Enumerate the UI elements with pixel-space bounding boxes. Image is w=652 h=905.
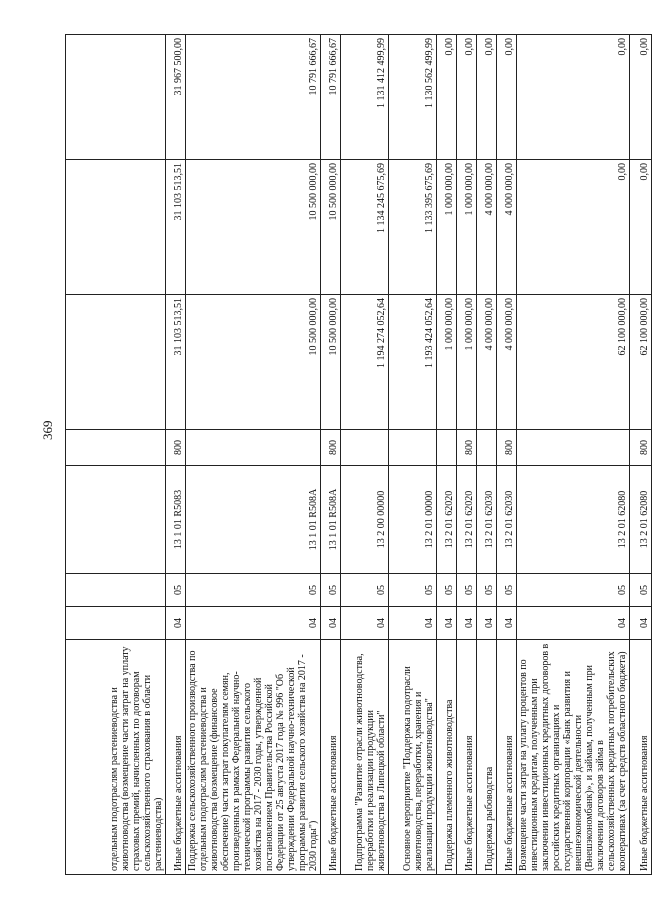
row-name: Иные бюджетные ассигнования <box>166 640 186 875</box>
row-sum-1: 10 500 000,00 <box>186 295 321 430</box>
row-name: Иные бюджетные ассигнования <box>457 640 477 875</box>
row-sum-3: 10 791 666,67 <box>186 35 321 160</box>
row-section: 04 <box>321 607 341 640</box>
row-name: Поддержка рыбоводства <box>477 640 497 875</box>
row-name: Поддержка сельскохозяйственного производства по отдельным подотраслям растениеводства и животноводства (возмещение (финансовое обеспечение) части затрат покупателям семян, произведенных в рамках Федеральной научно-технической программы развития сельского хозяйства на 2017 - 2030 годы, утвержденной постановлением Правительства Российской Федерации от 25 августа 2017 года № 996 "Об утверждении Федеральной научно-технической программы развития сельского хозяйства на 2017 - 2030 годы") <box>186 640 321 875</box>
row-sum-1: 62 100 000,00 <box>630 295 652 430</box>
row-sum-2: 0,00 <box>630 160 652 295</box>
row-sum-2: 1 000 000,00 <box>437 160 457 295</box>
row-expense-type: 800 <box>166 430 186 466</box>
row-expense-type: 800 <box>457 430 477 466</box>
row-subsection: 05 <box>630 574 652 607</box>
row-expense-type: 800 <box>630 430 652 466</box>
page-number: 369 <box>40 420 55 440</box>
row-section <box>66 607 166 640</box>
budget-table-rotated <box>65 35 650 875</box>
row-section: 04 <box>186 607 321 640</box>
row-name: Поддержка племенного животноводства <box>437 640 457 875</box>
row-sum-3: 10 791 666,67 <box>321 35 341 160</box>
row-target-code: 13 2 01 62020 <box>457 466 477 574</box>
row-subsection: 05 <box>497 574 517 607</box>
row-expense-type <box>341 430 389 466</box>
row-expense-type <box>437 430 457 466</box>
row-section: 04 <box>389 607 437 640</box>
row-sum-2: 4 000 000,00 <box>497 160 517 295</box>
row-sum-3: 0,00 <box>457 35 477 160</box>
table-row <box>437 35 457 875</box>
row-expense-type: 800 <box>321 430 341 466</box>
row-target-code: 13 1 01 R508A <box>186 466 321 574</box>
row-sum-1: 4 000 000,00 <box>497 295 517 430</box>
row-target-code: 13 1 01 R5083 <box>166 466 186 574</box>
row-subsection: 05 <box>341 574 389 607</box>
row-section: 04 <box>437 607 457 640</box>
row-section: 04 <box>166 607 186 640</box>
row-subsection: 05 <box>166 574 186 607</box>
row-sum-2: 1 134 245 675,69 <box>341 160 389 295</box>
row-sum-3: 1 131 412 499,99 <box>341 35 389 160</box>
row-subsection: 05 <box>477 574 497 607</box>
row-name: Иные бюджетные ассигнования <box>321 640 341 875</box>
row-name: Основное мероприятие "Поддержка подотрасли животноводства, переработки, хранения и реализации продукции животноводства" <box>389 640 437 875</box>
table-row <box>497 35 517 875</box>
row-sum-1: 4 000 000,00 <box>477 295 497 430</box>
row-sum-1: 1 000 000,00 <box>437 295 457 430</box>
row-target-code: 13 2 01 62020 <box>437 466 457 574</box>
row-section: 04 <box>341 607 389 640</box>
row-sum-3: 0,00 <box>517 35 630 160</box>
row-sum-3: 0,00 <box>497 35 517 160</box>
row-expense-type <box>477 430 497 466</box>
row-sum-1: 1 000 000,00 <box>457 295 477 430</box>
row-target-code: 13 2 00 00000 <box>341 466 389 574</box>
row-name: Иные бюджетные ассигнования <box>497 640 517 875</box>
row-section: 04 <box>630 607 652 640</box>
row-sum-1: 1 193 424 052,64 <box>389 295 437 430</box>
table-row <box>517 35 630 875</box>
table-row <box>341 35 389 875</box>
table-row <box>389 35 437 875</box>
row-sum-2: 1 000 000,00 <box>457 160 477 295</box>
row-sum-2: 0,00 <box>517 160 630 295</box>
row-sum-3: 31 967 500,00 <box>166 35 186 160</box>
row-section: 04 <box>457 607 477 640</box>
row-sum-3: 0,00 <box>630 35 652 160</box>
row-sum-3: 1 130 562 499,99 <box>389 35 437 160</box>
row-sum-2: 4 000 000,00 <box>477 160 497 295</box>
row-sum-2: 10 500 000,00 <box>321 160 341 295</box>
row-name: Возмещение части затрат на уплату процентов по инвестиционным кредитам, полученным при заключении инвестиционных кредитных договоров в российских кредитных организациях и государственной корпорации «Банк развития и внешнеэкономической деятельности (Внешэкономбанк)», и займам, полученным при заключении договоров займа в сельскохозяйственных кредитных потребительских кооперативах (за счет средств областного бюджета) <box>517 640 630 875</box>
row-expense-type <box>66 430 166 466</box>
row-sum-1: 1 194 274 052,64 <box>341 295 389 430</box>
row-target-code: 13 1 01 R508A <box>321 466 341 574</box>
row-sum-1: 10 500 000,00 <box>321 295 341 430</box>
row-sum-3 <box>66 35 166 160</box>
row-sum-1: 31 103 513,51 <box>166 295 186 430</box>
row-subsection: 05 <box>186 574 321 607</box>
table-row <box>66 35 166 875</box>
table-row <box>321 35 341 875</box>
row-target-code: 13 2 01 62030 <box>497 466 517 574</box>
row-section: 04 <box>517 607 630 640</box>
row-expense-type <box>517 430 630 466</box>
row-sum-1: 62 100 000,00 <box>517 295 630 430</box>
row-name: отдельным подотраслям растениеводства и животноводства (возмещение части затрат на уплату страховых премий, начисленных по договорам сельскохозяйственного страхования в области растениеводства) <box>66 640 166 875</box>
row-expense-type <box>389 430 437 466</box>
row-sum-1 <box>66 295 166 430</box>
row-target-code: 13 2 01 62080 <box>630 466 652 574</box>
row-sum-3: 0,00 <box>437 35 457 160</box>
row-target-code: 13 2 01 62030 <box>477 466 497 574</box>
budget-table <box>65 34 652 875</box>
row-subsection: 05 <box>457 574 477 607</box>
row-subsection: 05 <box>517 574 630 607</box>
row-subsection: 05 <box>389 574 437 607</box>
row-name: Иные бюджетные ассигнования <box>630 640 652 875</box>
row-target-code: 13 2 01 62080 <box>517 466 630 574</box>
row-sum-2 <box>66 160 166 295</box>
table-row <box>166 35 186 875</box>
row-sum-3: 0,00 <box>477 35 497 160</box>
row-sum-2: 1 133 395 675,69 <box>389 160 437 295</box>
row-subsection: 05 <box>437 574 457 607</box>
row-subsection <box>66 574 166 607</box>
row-expense-type: 800 <box>497 430 517 466</box>
row-name: Подпрограмма "Развитие отрасли животноводства, переработки и реализации продукции животноводства в Липецкой области" <box>341 640 389 875</box>
row-section: 04 <box>497 607 517 640</box>
row-target-code: 13 2 01 00000 <box>389 466 437 574</box>
table-row <box>630 35 652 875</box>
row-subsection: 05 <box>321 574 341 607</box>
row-section: 04 <box>477 607 497 640</box>
table-row <box>457 35 477 875</box>
row-sum-2: 31 103 513,51 <box>166 160 186 295</box>
row-sum-2: 10 500 000,00 <box>186 160 321 295</box>
table-row <box>477 35 497 875</box>
row-target-code <box>66 466 166 574</box>
table-row <box>186 35 321 875</box>
row-expense-type <box>186 430 321 466</box>
